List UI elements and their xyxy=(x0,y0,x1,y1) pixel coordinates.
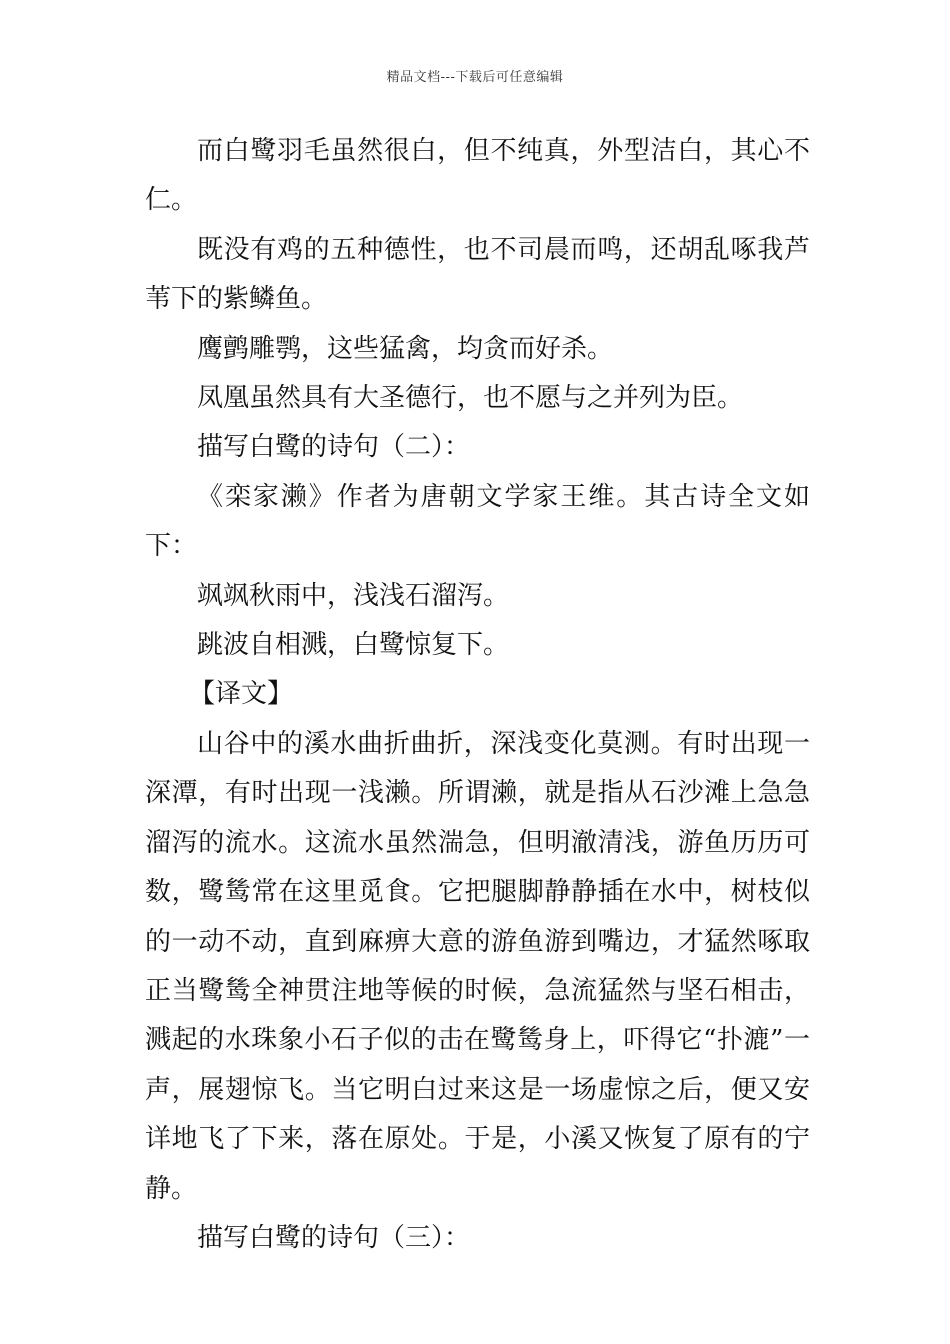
translation-paragraph: 山谷中的溪水曲折曲折，深浅变化莫测。有时出现一深潭，有时出现一浅濑。所谓濑，就是指从石沙滩上急急溜泻的流水。这流水虽然湍急，但明澈清浅，游鱼历历可数，鹭鸶常在这里觅食。它把腿脚静静插在水中，树枝似的一动不动，直到麻痹大意的游鱼游到嘴边，才猛然啄取正当鹭鸶全神贯注地等候的时候，急流猛然与坚石相击，溅起的水珠象小石子似的击在鹭鸶身上，吓得它“扑漉”一声，展翅惊飞。当它明白过来这是一场虚惊之后，便又安详地飞了下来，落在原处。于是，小溪又恢复了原有的宁静。 xyxy=(145,728,810,1204)
document-body xyxy=(145,127,810,1263)
poem-line-1: 飒飒秋雨中，浅浅石溜泻。 xyxy=(197,580,510,611)
section-heading-3: 描写白鹭的诗句（三）： xyxy=(197,1222,471,1253)
paragraph-3: 鹰鹯雕鹗，这些猛禽，均贪而好杀。 xyxy=(197,333,614,364)
section-heading-2: 描写白鹭的诗句（二）： xyxy=(197,432,471,463)
paragraph-2: 既没有鸡的五种德性，也不司晨而鸣，还胡乱啄我芦苇下的紫鳞鱼。 xyxy=(145,234,810,315)
paragraph-1: 而白鹭羽毛虽然很白，但不纯真，外型洁白，其心不仁。 xyxy=(145,136,810,216)
translation-heading: 【译文】 xyxy=(189,679,294,710)
poem-line-2: 跳波自相溅，白鹭惊复下。 xyxy=(197,630,510,661)
page-header: 精品文档---下载后可任意编辑 xyxy=(386,70,564,85)
paragraph-4: 凤凰虽然具有大圣德行，也不愿与之并列为臣。 xyxy=(197,383,744,414)
poem-intro: 《栾家濑》作者为唐朝文学家王维。其古诗全文如下： xyxy=(145,481,810,562)
